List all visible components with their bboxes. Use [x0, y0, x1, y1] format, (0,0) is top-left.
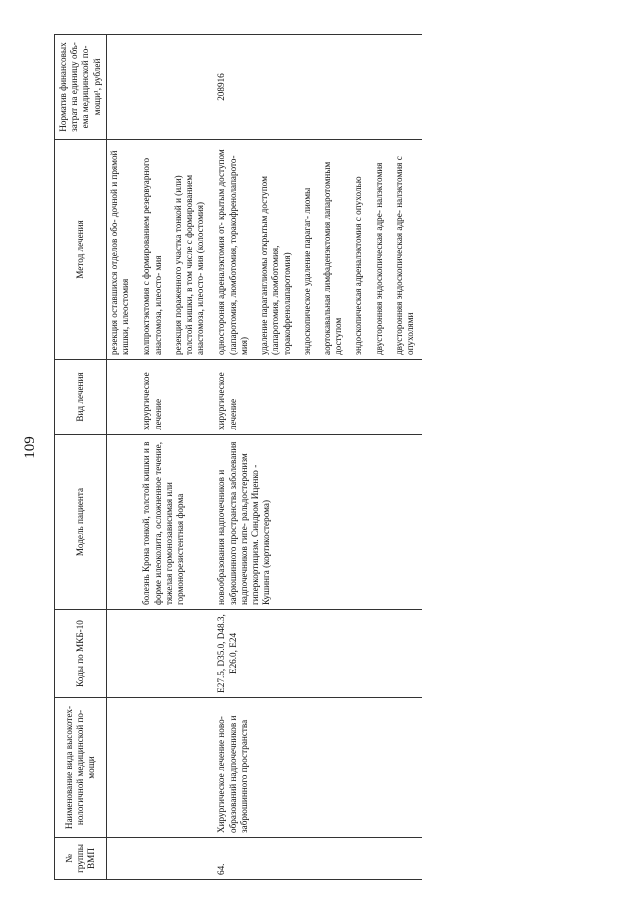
header-type: Вид лечения [55, 360, 107, 435]
method-item: двусторонняя эндоскопическая адре- налэктомия с опухолями [393, 156, 416, 355]
table-row [106, 35, 133, 880]
type-cell: хирургическое лечение [216, 372, 238, 430]
group-number: 64. [216, 863, 227, 875]
method-cell: резекция оставшихся отделов обо- дочной и прямой кишки, илеостомия [108, 150, 131, 355]
icd-codes: E27.5, D35.0, D48.3, E26.0, E24 [216, 614, 238, 693]
method-item: колпроктэктомия с формированием резервуарного анастомоза, илеосто- мия [141, 157, 163, 355]
method-item: двусторонняя эндоскопическая адре- налэктомия [373, 162, 384, 355]
header-method: Метод лечения [55, 140, 107, 360]
method-item: одностороняя адреналэктомия от- крытым доступом (лапаротомия, люмботомия, торакофренолапарото- мия) [216, 149, 249, 355]
header-name: Наименование вида высокотех- нологичной медицинской по- мощи [55, 698, 107, 838]
method-item: удаление параганглиомы открытым доступом (лапаротомия, люмботомия, торакофренолапаротомия) [259, 176, 292, 355]
norm-value: 208916 [216, 73, 227, 101]
table-row [214, 35, 422, 880]
vmp-table [54, 34, 422, 880]
model-cell: болезнь Крона тонкой, толстой кишки и в форме илеоколита, осложненное течение, тяжелая гормонозависимая или гормонорезистентная форма [141, 441, 185, 605]
method-item: резекция пораженного участка тонкой и (или) толстой кишки, в том числе с формированием анастомоза, илеосто- мия (колостомия) [172, 174, 206, 355]
method-item: аортокавальная лимфаденэктомия лапаротомным доступом [321, 161, 344, 355]
page-number: 109 [22, 436, 38, 459]
header-codes: Коды по МКБ-10 [55, 610, 107, 698]
model-cell: новообразования надпочечников и забрюшинного пространства заболевания надпочечников гипе- ральдостеронизм гиперкортицизм. Синдром Иценко - Кушинга (кортикостерома) [216, 441, 272, 605]
vmp-name: Хирургическое лечение ново- образований надпочечников и забрюшинного пространства [216, 715, 249, 833]
table-header [55, 35, 107, 880]
header-group: № группы ВМП [55, 838, 107, 880]
header-model: Модель пациента [55, 435, 107, 610]
method-item: эндоскопическое удаление парагаг- лиомы [301, 187, 312, 355]
table-row [139, 35, 208, 880]
type-cell: хирургическое лечение [141, 372, 163, 430]
header-norm: Норматив финансовых затрат на единицу объ- ема медицинской по- мощи¹, рублей [55, 35, 107, 140]
rotated-page [20, 15, 620, 880]
method-item: эндоскопическая адреналэктомия с опухолью [353, 176, 364, 355]
